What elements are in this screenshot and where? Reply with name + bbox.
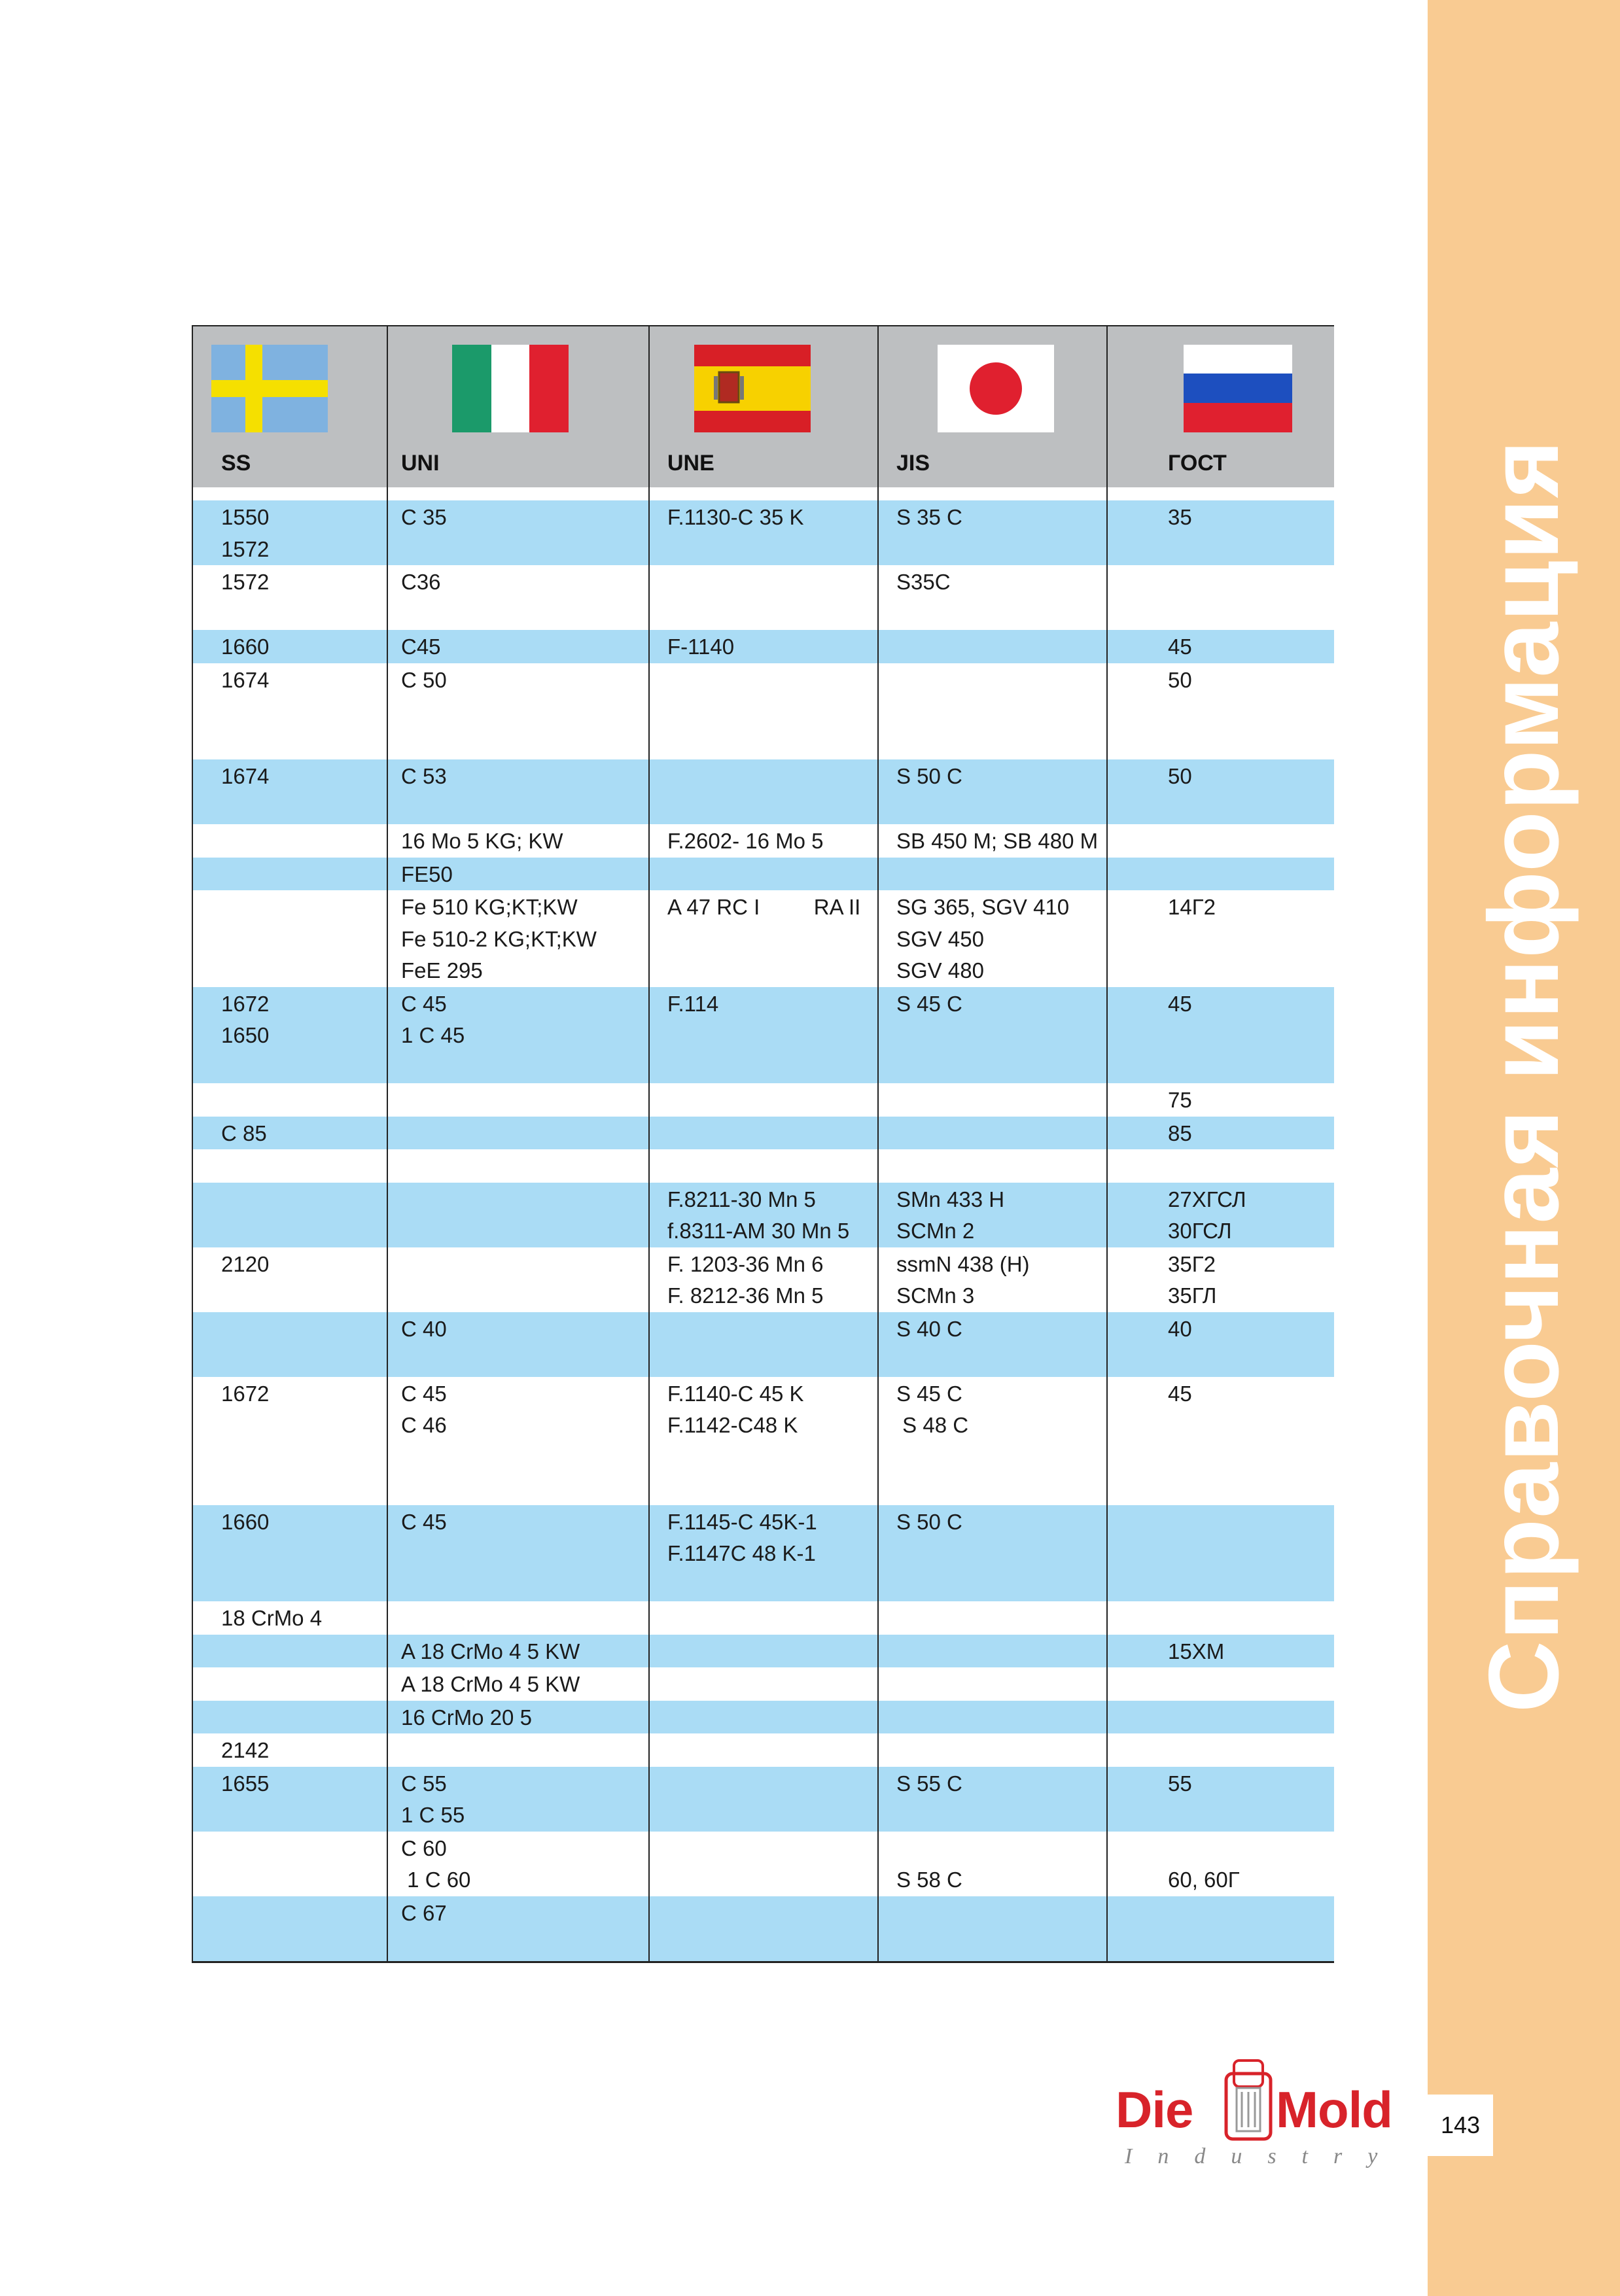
column-divider bbox=[387, 487, 388, 1961]
cell-une: F.8211-30 Mn 5 f.8311-AM 30 Mn 5 bbox=[667, 1187, 850, 1243]
cell-uni: C 35 bbox=[401, 505, 447, 529]
cell-ss: 1674 bbox=[221, 764, 270, 788]
table-row bbox=[192, 1733, 1334, 1767]
column-divider bbox=[648, 487, 650, 1961]
section-title: Справочная информация bbox=[1468, 439, 1579, 1713]
cell-gost: 27ХГСЛ 30ГСЛ bbox=[1168, 1187, 1246, 1243]
cell-ss: 1655 bbox=[221, 1771, 270, 1796]
cell-uni: Fe 510 KG;KT;KW Fe 510-2 KG;KT;KW FeE 295 bbox=[401, 895, 597, 983]
cell-ss: 1572 bbox=[221, 570, 270, 594]
logo-text-die: Die bbox=[1116, 2081, 1193, 2138]
cell-jis: S 35 C bbox=[896, 505, 962, 529]
cell-jis: ssmN 438 (H) SCMn 3 bbox=[896, 1251, 1030, 1308]
japan-flag-icon bbox=[938, 345, 1054, 432]
cell-une: F.2602- 16 Mo 5 bbox=[667, 829, 824, 853]
table-row bbox=[192, 1701, 1334, 1734]
column-divider bbox=[877, 487, 879, 1961]
cell-jis: S 55 C bbox=[896, 1771, 962, 1796]
cell-gost: 55 bbox=[1168, 1771, 1192, 1796]
cell-gost: 45 bbox=[1168, 635, 1192, 659]
table-row bbox=[192, 1149, 1334, 1183]
cell-jis: SB 450 M; SB 480 M bbox=[896, 829, 1099, 853]
cell-jis: S 50 C bbox=[896, 764, 962, 788]
column-header-ss: SS bbox=[221, 451, 251, 476]
cell-uni: C 55 1 C 55 bbox=[401, 1771, 465, 1827]
table-row bbox=[192, 1635, 1334, 1668]
table-row bbox=[192, 1083, 1334, 1117]
cell-ss: 1672 1650 bbox=[221, 991, 270, 1047]
column-divider bbox=[1106, 487, 1108, 1961]
steel-grades-table bbox=[192, 325, 1334, 1963]
table-row bbox=[192, 1377, 1334, 1505]
cell-jis: S 58 C bbox=[896, 1868, 962, 1892]
cell-gost: 75 bbox=[1168, 1088, 1192, 1112]
cell-uni: C 50 bbox=[401, 667, 447, 692]
table-row bbox=[192, 1312, 1334, 1377]
cell-gost: 50 bbox=[1168, 667, 1192, 692]
cell-gost: 85 bbox=[1168, 1121, 1192, 1145]
cell-ss: 18 CrMo 4 bbox=[221, 1606, 323, 1630]
sweden-flag-icon bbox=[211, 345, 328, 432]
cell-gost: 45 bbox=[1168, 991, 1192, 1016]
cell-jis: S 40 C bbox=[896, 1316, 962, 1341]
cell-uni: C45 bbox=[401, 635, 441, 659]
cell-gost: 45 bbox=[1168, 1381, 1192, 1406]
table-row bbox=[192, 630, 1334, 663]
russia-flag-icon bbox=[1180, 345, 1296, 432]
company-logo bbox=[1116, 2054, 1423, 2185]
table-row bbox=[192, 1767, 1334, 1832]
cell-uni: C 53 bbox=[401, 764, 447, 788]
table-row bbox=[192, 565, 1334, 630]
cell-ss: 1660 bbox=[221, 1509, 270, 1534]
column-header-jis: JIS bbox=[896, 451, 930, 476]
italy-flag-icon bbox=[452, 345, 569, 432]
table-row bbox=[192, 987, 1334, 1084]
cell-ss: 1660 bbox=[221, 635, 270, 659]
cell-jis: SMn 433 H SCMn 2 bbox=[896, 1187, 1005, 1243]
cell-uni: C 67 bbox=[401, 1900, 447, 1925]
cell-ss: 1674 bbox=[221, 667, 270, 692]
table-row bbox=[192, 500, 1334, 565]
cell-une: F.1130-C 35 K bbox=[667, 505, 804, 529]
cell-uni: A 18 CrMo 4 5 KW bbox=[401, 1639, 580, 1663]
cell-ss: 1672 bbox=[221, 1381, 270, 1406]
cell-uni: C 60 1 C 60 bbox=[401, 1835, 471, 1892]
cell-uni: A 18 CrMo 4 5 KW bbox=[401, 1672, 580, 1696]
table-row bbox=[192, 1117, 1334, 1150]
cell-uni: C 40 bbox=[401, 1316, 447, 1341]
table-row bbox=[192, 1667, 1334, 1701]
column-divider bbox=[192, 487, 193, 1961]
cell-une: F.1140-C 45 K F.1142-C48 K bbox=[667, 1381, 804, 1437]
cell-ss: 2142 bbox=[221, 1738, 270, 1762]
table-row bbox=[192, 1505, 1334, 1602]
cell-gost: 14Г2 bbox=[1168, 895, 1216, 919]
cell-uni: 16 Mo 5 KG; KW bbox=[401, 829, 563, 853]
table-row bbox=[192, 1247, 1334, 1312]
cell-une: F. 1203-36 Mn 6 F. 8212-36 Mn 5 bbox=[667, 1251, 824, 1308]
cell-ss: C 85 bbox=[221, 1121, 267, 1145]
cell-gost: 15ХМ bbox=[1168, 1639, 1225, 1663]
table-row bbox=[192, 1183, 1334, 1247]
table-row bbox=[192, 858, 1334, 891]
cell-gost: 60, 60Г bbox=[1168, 1868, 1240, 1892]
column-header-une: UNE bbox=[667, 451, 714, 476]
logo-text-mold: Mold bbox=[1276, 2081, 1392, 2138]
table-row bbox=[192, 759, 1334, 824]
cell-uni: C 45 bbox=[401, 1509, 447, 1534]
cell-uni: 16 CrMo 20 5 bbox=[401, 1705, 532, 1730]
cell-gost: 50 bbox=[1168, 764, 1192, 788]
cell-ss: 2120 bbox=[221, 1251, 270, 1276]
table-row bbox=[192, 1896, 1334, 1961]
cell-une: F.1145-C 45K-1 F.1147C 48 K-1 bbox=[667, 1509, 817, 1565]
cell-une: F-1140 bbox=[667, 635, 735, 659]
cell-jis: S 45 C S 48 C bbox=[896, 1381, 969, 1437]
table-header bbox=[192, 325, 1334, 487]
cell-uni: C36 bbox=[401, 570, 441, 594]
logo-emblem-icon bbox=[1217, 2054, 1280, 2146]
table-row bbox=[192, 1832, 1334, 1896]
cell-jis: S35C bbox=[896, 570, 951, 594]
cell-jis: S 45 C bbox=[896, 991, 962, 1016]
column-header-gost: ГОСТ bbox=[1168, 451, 1227, 476]
cell-gost: 40 bbox=[1168, 1316, 1192, 1341]
cell-gost: 35 bbox=[1168, 505, 1192, 529]
cell-gost: 35Г2 35ГЛ bbox=[1168, 1251, 1217, 1308]
table-row bbox=[192, 890, 1334, 987]
cell-jis: SG 365, SGV 410 SGV 450 SGV 480 bbox=[896, 895, 1070, 983]
cell-uni: C 45 1 C 45 bbox=[401, 991, 465, 1047]
cell-une: A 47 RC I RA II bbox=[667, 895, 861, 919]
logo-subtitle: Industry bbox=[1125, 2144, 1403, 2168]
table-row bbox=[192, 824, 1334, 858]
page-number: 143 bbox=[1428, 2095, 1493, 2156]
cell-jis: S 50 C bbox=[896, 1509, 962, 1534]
cell-une: F.114 bbox=[667, 991, 719, 1016]
spain-flag-icon bbox=[694, 345, 811, 432]
cell-ss: 1550 1572 bbox=[221, 505, 270, 561]
table-body bbox=[192, 500, 1334, 1963]
cell-uni: C 45 C 46 bbox=[401, 1381, 447, 1437]
table-row bbox=[192, 663, 1334, 760]
table-row bbox=[192, 1601, 1334, 1635]
cell-uni: FE50 bbox=[401, 861, 453, 886]
column-header-uni: UNI bbox=[401, 451, 440, 476]
